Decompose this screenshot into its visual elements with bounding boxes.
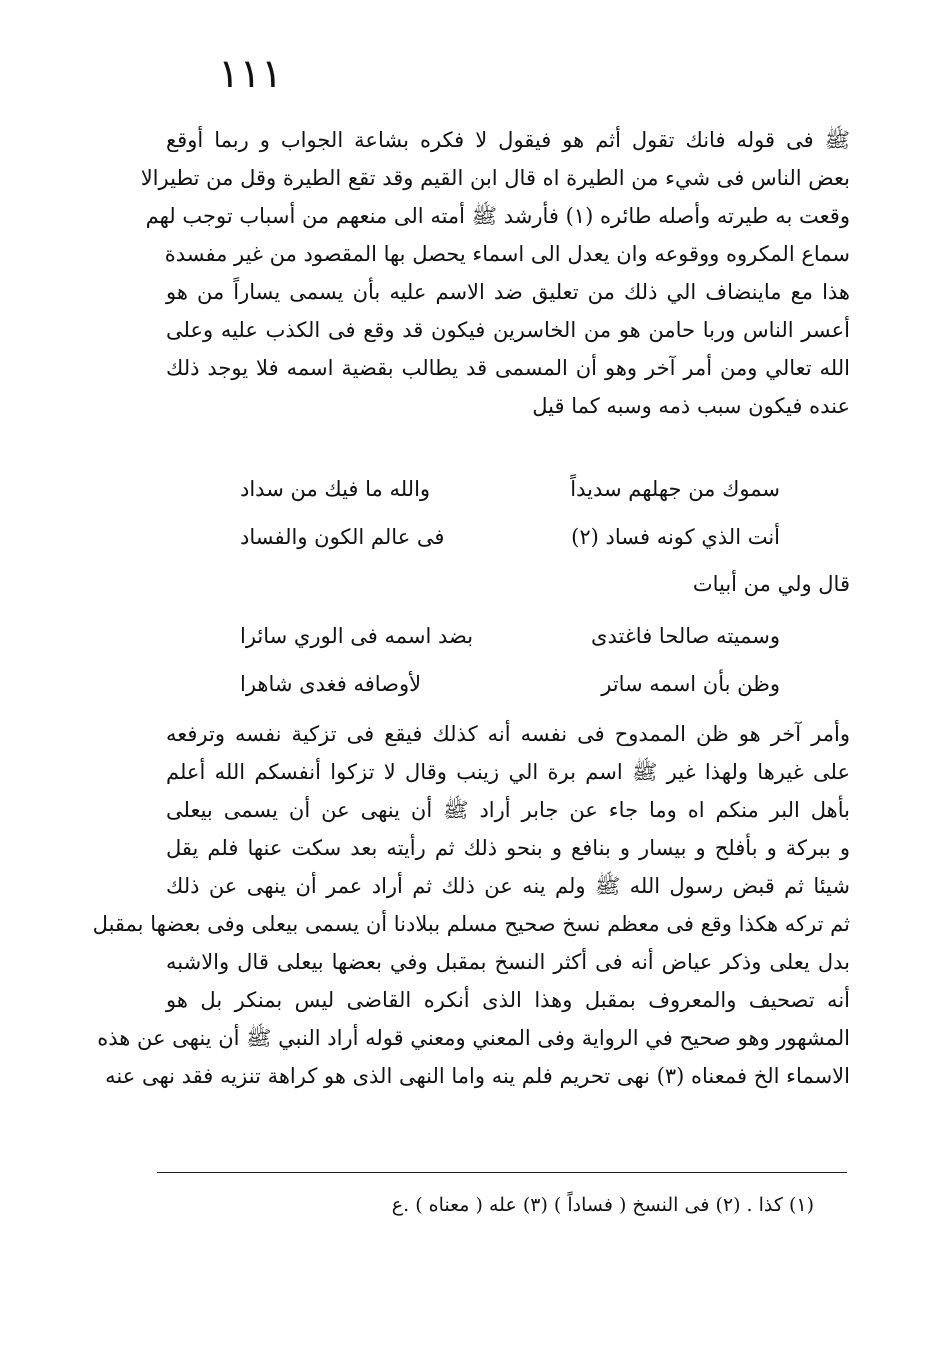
verse-row	[240, 513, 780, 561]
text-line: بعض الناس فى شيء من الطيرة اه قال ابن القيم وقد تقع الطيرة وقل من تطيرالا	[140, 166, 850, 190]
text-line: بدل يعلى وذكر عياض أنه فى أكثر النسخ بمقبل وفي بعضها بيعلى قال والاشبه	[166, 950, 850, 974]
footnote: (١) كذا . (٢) فى النسخ ( فساداً ) (٣) عله ( معناه ) .ع	[391, 1194, 814, 1216]
verse-second-hemistich: فى عالم الكون والفساد	[240, 525, 445, 549]
verse-first-hemistich: سموك من جهلهم سديداً	[570, 477, 780, 501]
page-number: ١١١	[218, 51, 283, 97]
verse-intro: قال ولي من أبيات	[692, 572, 850, 596]
verse-row	[240, 465, 780, 513]
verse-second-hemistich: والله ما فيك من سداد	[240, 477, 431, 501]
text-line: سماع المكروه ووقوعه وان يعدل الى اسماء يحصل بها المقصود من غير مفسدة	[164, 242, 850, 266]
text-line: عنده فيكون سبب ذمه وسبه كما قيل	[532, 394, 850, 418]
text-line: الاسماء الخ فمعناه (٣) نهى تحريم فلم ينه واما النهى الذى هو كراهة تنزيه فقد نهى عنه	[105, 1064, 850, 1088]
text-line: الله تعالي ومن أمر آخر وهو أن المسمى قد يطالب بقضية اسمه فلا يوجد ذلك	[166, 356, 850, 380]
text-line: شيئا ثم قبض رسول الله ﷺ ولم ينه عن ذلك ثم أراد عمر أن ينهى عن ذلك	[166, 874, 850, 898]
verse-row	[240, 660, 780, 708]
verse-second-hemistich: لأوصافه فغدى شاهرا	[240, 672, 422, 696]
text-line: أنه تصحيف والمعروف بمقبل وهذا الذى أنكره القاضى ليس بمنكر بل هو	[166, 988, 850, 1012]
poem-verse-1	[240, 465, 780, 561]
text-line: المشهور وهو صحيح في الرواية وفى المعني ومعني قوله أراد النبي ﷺ أن ينهى عن هذه	[97, 1026, 850, 1050]
poem-verse-2	[240, 612, 780, 708]
verse-first-hemistich: أنت الذي كونه فساد (٢)	[571, 525, 780, 549]
text-line: و ببركة و بأفلح و بيسار و بنافع و بنحو ذلك ثم رأيته بعد سكت عنها فلم يقل	[166, 836, 850, 860]
verse-first-hemistich: وظن بأن اسمه ساتر	[601, 672, 780, 696]
verse-second-hemistich: بضد اسمه فى الوري سائرا	[240, 624, 474, 648]
verse-row	[240, 612, 780, 660]
paragraph-1	[140, 121, 850, 425]
text-line: ثم تركه هكذا وقع فى معظم نسخ صحيح مسلم ببلادنا أن يسمى بيعلى وفى بعضها بمقبل	[92, 912, 850, 936]
footnote-divider	[157, 1172, 847, 1173]
text-line: على غيرها ولهذا غير ﷺ اسم برة الي زينب وقال لا تزكوا أنفسكم الله أعلم	[166, 760, 850, 784]
paragraph-2	[92, 715, 850, 1095]
text-line: ﷺ فى قوله فانك تقول أثم هو فيقول لا فكره بشاعة الجواب و ربما أوقع	[166, 128, 850, 152]
text-line: وأمر آخر هو ظن الممدوح فى نفسه أنه كذلك فيقع فى تزكية نفسه وترفعه	[166, 722, 850, 746]
text-line: هذا مع ماينضاف الي ذلك من تعليق ضد الاسم عليه بأن يسمى يساراً من هو	[166, 280, 850, 304]
text-line: بأهل البر منكم اه وما جاء عن جابر أراد ﷺ أن ينهى عن أن يسمى بيعلى	[166, 798, 850, 822]
verse-first-hemistich: وسميته صالحا فاغتدى	[591, 624, 780, 648]
text-line: أعسر الناس وربا حامن هو من الخاسرين فيكون قد وقع فى الكذب عليه وعلى	[166, 318, 850, 342]
text-line: وقعت به طيرته وأصله طائره (١) فأرشد ﷺ أمته الى منعهم من أسباب توجب لهم	[145, 204, 850, 228]
